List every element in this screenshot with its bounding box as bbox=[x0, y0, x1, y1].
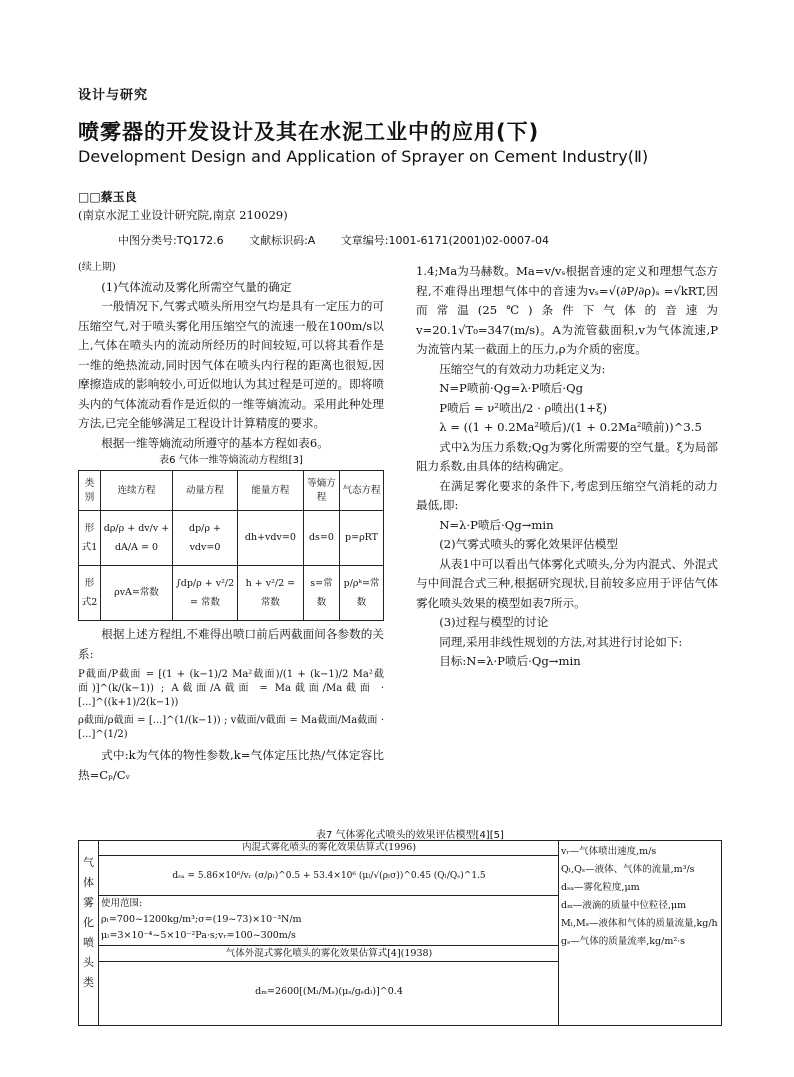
paragraph: 压缩空气的有效动力功耗定义为: bbox=[439, 361, 606, 376]
table-cell: ∫dp/ρ + v²/2 = 常数 bbox=[173, 566, 238, 621]
heading-evaluation-model: (2)气雾式喷头的雾化效果评估模型 bbox=[439, 537, 618, 551]
paragraph: 式中:k为气体的物性参数,k=气体定压比热/气体定容比热=Cₚ/Cᵥ bbox=[78, 748, 384, 782]
table-cell: dρ/ρ + dv/v + dA/A = 0 bbox=[100, 511, 172, 566]
table6-caption: 表6 气体一维等熵流动方程组[3] bbox=[159, 455, 303, 466]
page-title-english: Development Design and Application of Sprayer on Cement Industry(Ⅱ) bbox=[78, 147, 649, 166]
equation-pressure-area: P截面/P截面 = [(1 + (k−1)/2 Ma²截面)/(1 + (k−1)/2 Ma²截面)]^(k/(k−1)) ; A截面/A截面 = Ma截面/Ma截面 · [...]^((k+1)/2(k−1)) bbox=[78, 669, 384, 708]
usage-range-label: 使用范围: bbox=[101, 898, 143, 909]
outer-mix-title: 气体外混式雾化喷头的雾化效果估算式[4](1938) bbox=[99, 946, 559, 962]
table7-side-label: 气体雾化喷头类 bbox=[79, 841, 99, 1025]
table-cell: p=ρRT bbox=[340, 511, 384, 566]
table-cell: s=常数 bbox=[303, 566, 339, 621]
table-cell: 形式2 bbox=[79, 566, 101, 621]
table6 bbox=[78, 470, 384, 621]
table-header: 气态方程 bbox=[340, 471, 384, 511]
inner-mix-formula: dₛₐ = 5.86×10⁶/vᵣ (σ/ρₗ)^0.5 + 53.4×10⁶ (μₗ/√(ρₗσ))^0.45 (Qₗ/Qₛ)^1.5 bbox=[99, 856, 559, 896]
section-label: 设计与研究 bbox=[78, 88, 149, 103]
page-title: 喷雾器的开发设计及其在水泥工业中的应用(下) bbox=[78, 120, 540, 144]
equation-power: N=P喷前·Qg=λ·P喷后·Qg bbox=[439, 381, 583, 395]
table-cell: h + v²/2 = 常数 bbox=[237, 566, 303, 621]
note-line: dₘ—液滴的质量中位粒径,μm bbox=[561, 900, 687, 911]
table7-models bbox=[99, 841, 559, 1025]
article-meta bbox=[118, 232, 571, 248]
table-cell: p/ρᵏ=常数 bbox=[340, 566, 384, 621]
paragraph: 根据上述方程组,不难得出喷口前后两截面间各参数的关系: bbox=[78, 627, 384, 661]
note-line: dₛₐ—雾化粒度,μm bbox=[561, 882, 640, 893]
author: □□蔡玉良 bbox=[78, 190, 137, 204]
table-cell: ds=0 bbox=[303, 511, 339, 566]
heading-gas-flow: (1)气体流动及雾化所需空气量的确定 bbox=[101, 279, 292, 294]
equation-minimum: N=λ·P喷后·Qg→min bbox=[439, 517, 554, 532]
note-line: Mₗ,Mₛ—液体和气体的质量流量,kg/h bbox=[561, 918, 718, 929]
left-column bbox=[78, 258, 384, 785]
table7-caption: 表7 气体雾化式喷头的效果评估模型[4][5] bbox=[316, 830, 504, 841]
table-header-row bbox=[79, 471, 384, 511]
paragraph: 在满足雾化要求的条件下,考虑到压缩空气消耗的动力最低,即: bbox=[416, 478, 718, 512]
paragraph: 一般情况下,气雾式喷头所用空气均是具有一定压力的可压缩空气,对于喷头雾化用压缩空气的流速一般在100m/s以上,气体在喷头内的流动所经历的时间较短,可以将其看作是一维的绝热流动,同时因气体在喷头内行程的距离也很短,因摩擦造成的影响较小,可近似地认为其过程是可逆的。即将喷头内的气体流动看作是近似的一维等熵流动。采用此种处理方法,已完全能够满足工程设计计算精度的要求。 bbox=[78, 299, 384, 430]
table-header: 动量方程 bbox=[173, 471, 238, 511]
doc-code: 文献标识码:A bbox=[249, 234, 316, 247]
equation-outlet-pressure: P喷后 = ν²喷出/2 · ρ喷出(1+ξ) bbox=[439, 400, 608, 415]
table-cell: dp/ρ + vdv=0 bbox=[173, 511, 238, 566]
note-line: vᵣ—气体喷出速度,m/s bbox=[561, 846, 657, 857]
usage-range bbox=[99, 896, 559, 946]
paragraph: 从表1中可以看出气体雾化式喷头,分为内混式、外混式与中间混合式三种,根据研究现状,目前较多应用于评估气体雾化喷头效果的模型如表7所示。 bbox=[416, 556, 718, 610]
table-row bbox=[79, 511, 384, 566]
table-header: 能量方程 bbox=[237, 471, 303, 511]
classification: 中图分类号:TQ172.6 bbox=[118, 234, 224, 247]
note-line: gₛ—气体的质量流率,kg/m²·s bbox=[561, 936, 686, 947]
usage-range-line: ρₗ=700~1200kg/m³;σ=(19~73)×10⁻³N/m bbox=[101, 914, 302, 925]
table-cell: ρvA=常数 bbox=[100, 566, 172, 621]
usage-range-line: μₗ=3×10⁻⁴~5×10⁻²Pa·s;vᵣ=100~300m/s bbox=[101, 930, 296, 941]
continued-note: (续上期) bbox=[78, 262, 116, 273]
table-header: 等熵方程 bbox=[303, 471, 339, 511]
objective-line: 目标:N=λ·P喷后·Qg→min bbox=[439, 654, 581, 668]
paragraph: 式中λ为压力系数;Qg为雾化所需要的空气量。ξ为局部阻力系数,由具体的结构确定。 bbox=[416, 439, 718, 473]
table-header: 类别 bbox=[79, 471, 101, 511]
equation-density-velocity: ρ截面/ρ截面 = [...]^(1/(k−1)) ; v截面/v截面 = Ma截面/Ma截面 · [...]^(1/2) bbox=[78, 715, 384, 740]
table-header: 连续方程 bbox=[100, 471, 172, 511]
table7-notes bbox=[559, 841, 721, 1025]
table7 bbox=[78, 840, 722, 1026]
outer-mix-formula: dₘ=2600[(Mₗ/Mₛ)(μₛ/gₛdₗ)]^0.4 bbox=[255, 986, 403, 997]
table-row bbox=[79, 566, 384, 621]
paragraph: 同理,采用非线性规划的方法,对其进行讨论如下: bbox=[439, 634, 683, 649]
affiliation: (南京水泥工业设计研究院,南京 210029) bbox=[78, 208, 288, 222]
heading-discussion: (3)过程与模型的讨论 bbox=[439, 615, 549, 629]
paragraph: 根据一维等熵流动所遵守的基本方程如表6。 bbox=[101, 435, 329, 450]
table-cell: dh+vdv=0 bbox=[237, 511, 303, 566]
table-cell: 形式1 bbox=[79, 511, 101, 566]
right-column bbox=[416, 262, 718, 672]
inner-mix-title: 内混式雾化喷头的雾化效果估算式(1996) bbox=[99, 841, 559, 856]
article-number: 文章编号:1001-6171(2001)02-0007-04 bbox=[340, 234, 549, 247]
paragraph: 1.4;Ma为马赫数。Ma=v/vₛ根据音速的定义和理想气态方程,不难得出理想气体中的音速为vₛ=√(∂P/∂ρ)ₛ =√kRT,因而常温(25℃)条件下气体的音速为v=20.1√T₀=347(m/s)。A为流管截面积,v为气体流速,P为流管内某一截面上的压力,ρ为介质的密度。 bbox=[416, 264, 718, 356]
equation-lambda: λ = ((1 + 0.2Ma²喷后)/(1 + 0.2Ma²喷前))^3.5 bbox=[439, 420, 702, 434]
note-line: Qₗ,Qₛ—液体、气体的流量,m³/s bbox=[561, 864, 695, 875]
